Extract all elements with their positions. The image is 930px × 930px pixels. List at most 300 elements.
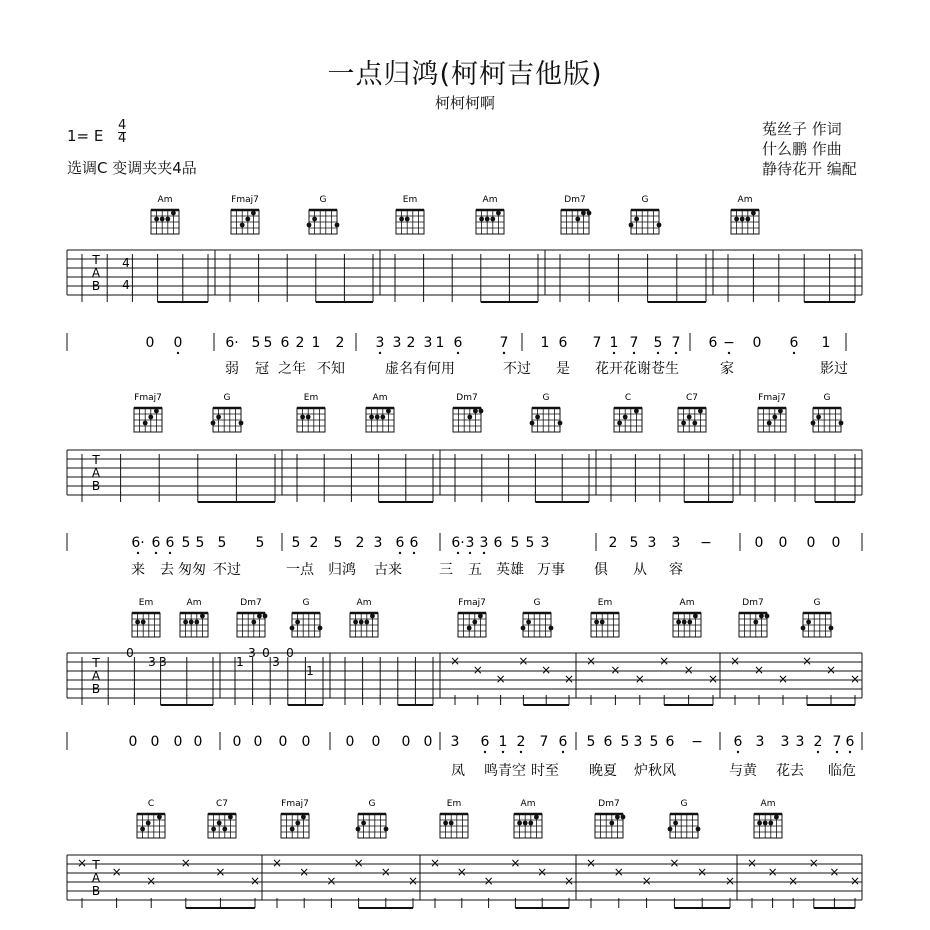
chord-finger-dot-2-1-0 <box>189 620 194 625</box>
chord-name-2-6: G <box>533 598 541 608</box>
jianpu-note-2-6: 0 <box>253 734 263 750</box>
lyric-2-5: 与黄 <box>729 763 757 779</box>
chord-finger-dot-3-2-1 <box>295 821 300 826</box>
lyric-1-5: 归鸿 <box>328 562 356 578</box>
tab-fret-number-6: 3 <box>272 655 280 669</box>
tab-x-mark-3-2-2: × <box>483 874 494 888</box>
jianpu-note-1-11: 2 <box>355 535 365 551</box>
tab-x-mark-3-2-4: × <box>537 865 548 879</box>
jianpu-note-2-22: 5 <box>586 734 596 750</box>
chord-finger-dot-0-0-0 <box>160 217 165 222</box>
chord-finger-dot-0-3-0 <box>399 217 404 222</box>
tab-x-mark-3-1-3: × <box>353 856 364 870</box>
lyric-0-4: 虚名有何用 <box>385 361 455 377</box>
chord-finger-dot-3-8-0 <box>763 821 768 826</box>
tab-x-mark-2-5-3: × <box>801 654 813 668</box>
chord-finger-dot-2-4-0 <box>359 620 364 625</box>
chord-finger-dot-3-2-0 <box>290 827 295 832</box>
tab-x-mark-3-3-1: × <box>613 865 624 879</box>
jianpu-octave-dot-2-30 <box>737 751 739 753</box>
chord-name-3-8: Am <box>760 799 776 809</box>
chord-finger-dot-0-0-1 <box>165 217 170 222</box>
lyric-0-1: 冠 <box>255 361 269 377</box>
jianpu-octave-dot-1-13 <box>399 552 401 554</box>
chord-name-1-8: Fmaj7 <box>758 393 786 403</box>
chord-finger-dot-2-10-0 <box>801 626 806 631</box>
chord-finger-dot-2-3-1 <box>295 620 300 625</box>
chord-finger-dot-2-8-0 <box>682 620 687 625</box>
chord-name-2-4: Am <box>356 598 372 608</box>
chord-finger-dot-3-4-0 <box>443 821 448 826</box>
jianpu-octave-dot-0-1 <box>177 352 179 354</box>
chord-finger-dot-1-7-3 <box>698 409 703 414</box>
jianpu-note-1-2: 6 <box>165 535 175 551</box>
jianpu-note-1-5: 5 <box>217 535 227 551</box>
chord-name-0-2: G <box>319 195 327 205</box>
tab-x-mark-3-4-2: × <box>788 874 799 888</box>
chord-name-1-3: Am <box>372 393 388 403</box>
chord-name-2-2: Dm7 <box>240 598 262 608</box>
tab-time-sig-top: 4 <box>122 256 130 270</box>
tab-letter-3-1: A <box>91 871 101 885</box>
chord-finger-dot-3-2-2 <box>301 815 306 820</box>
lyric-2-6: 花去 <box>776 763 804 779</box>
lyric-1-2: 匆匆 <box>178 562 206 578</box>
jianpu-note-1-27: 3 <box>671 535 681 551</box>
tab-x-mark-3-3-0: × <box>585 856 597 870</box>
chord-finger-dot-3-5-0 <box>523 821 528 826</box>
tab-x-mark-2-4-3: × <box>659 654 670 668</box>
chord-finger-dot-1-5-1 <box>535 415 540 420</box>
jianpu-note-1-33: 0 <box>831 535 841 551</box>
chord-finger-dot-1-8-0 <box>767 421 772 426</box>
jianpu-note-0-13: 2 <box>406 335 416 351</box>
tab-x-mark-3-2-5: × <box>563 874 575 888</box>
jianpu-note-0-30: 6 <box>789 335 799 351</box>
jianpu-octave-dot-0-30 <box>793 352 795 354</box>
chord-finger-dot-1-6-1 <box>623 415 628 420</box>
chord-finger-dot-3-5-2 <box>534 815 539 820</box>
jianpu-note-2-27: 6 <box>665 734 675 750</box>
jianpu-note-1-18: 3 <box>479 535 489 551</box>
jianpu-note-2-10: 0 <box>345 734 355 750</box>
tab-x-mark-3-3-4: × <box>697 865 708 879</box>
chord-finger-dot-1-0-2 <box>154 409 159 414</box>
jianpu-note-1-30: 0 <box>754 535 764 551</box>
chord-finger-dot-3-7-1 <box>673 821 678 826</box>
chord-name-1-4: Dm7 <box>456 393 478 403</box>
jianpu-octave-dot-0-24 <box>657 352 659 354</box>
chord-finger-dot-0-7-3 <box>734 217 739 222</box>
chord-finger-dot-2-6-1 <box>526 620 531 625</box>
lyric-1-3: 不过 <box>213 562 241 578</box>
jianpu-note-0-27: 6 <box>708 335 718 351</box>
composer-credit: 什么鹏 作曲 <box>762 140 842 158</box>
chord-name-3-7: G <box>680 799 688 809</box>
tab-letter-2-1: A <box>91 669 101 683</box>
jianpu-note-0-7: 2 <box>295 335 305 351</box>
jianpu-octave-dot-1-2 <box>169 552 171 554</box>
jianpu-note-2-33: 3 <box>795 734 805 750</box>
jianpu-note-1-25: 5 <box>629 535 639 551</box>
chord-finger-dot-3-5-1 <box>528 821 533 826</box>
jianpu-note-0-28: − <box>723 335 735 351</box>
jianpu-note-2-2: 0 <box>173 734 183 750</box>
chord-finger-dot-1-3-0 <box>375 415 380 420</box>
jianpu-note-0-4: 5 <box>251 335 261 351</box>
chord-name-2-7: Em <box>597 598 613 608</box>
tab-x-mark-2-3-4: × <box>541 663 552 677</box>
jianpu-octave-dot-2-34 <box>817 751 819 753</box>
tab-letter-1-1: A <box>91 466 101 480</box>
chord-finger-dot-0-5-2 <box>587 211 592 216</box>
chord-finger-dot-1-7-0 <box>681 421 686 426</box>
jianpu-note-1-26: 3 <box>647 535 657 551</box>
chord-finger-dot-2-1-3 <box>183 620 188 625</box>
jianpu-note-2-18: 2 <box>516 734 526 750</box>
chord-finger-dot-2-8-1 <box>687 620 692 625</box>
jianpu-note-1-10: 5 <box>333 535 343 551</box>
tab-letter-1-2: B <box>91 479 101 493</box>
tab-x-mark-2-3-3: × <box>518 654 529 668</box>
chord-name-1-9: G <box>823 393 831 403</box>
jianpu-note-1-1: 6 <box>151 535 161 551</box>
tab-x-mark-3-1-4: × <box>380 865 391 879</box>
tab-x-mark-3-2-1: × <box>456 865 467 879</box>
jianpu-note-1-28: − <box>700 535 712 551</box>
tab-x-mark-3-4-1: × <box>767 865 778 879</box>
jianpu-octave-dot-2-36 <box>849 751 851 753</box>
chord-finger-dot-1-5-0 <box>530 421 535 426</box>
jianpu-note-2-8: 0 <box>301 734 311 750</box>
chord-finger-dot-3-6-1 <box>615 815 620 820</box>
song-title: 一点归鸿(柯柯吉他版) <box>327 59 603 90</box>
jianpu-octave-dot-0-25 <box>675 352 677 354</box>
chord-finger-dot-0-3-1 <box>405 217 410 222</box>
lyric-1-4: 一点 <box>286 562 314 578</box>
jianpu-note-2-26: 5 <box>649 734 659 750</box>
chord-finger-dot-3-3-1 <box>361 821 366 826</box>
jianpu-note-0-25: 7 <box>671 335 681 351</box>
chord-finger-dot-3-6-0 <box>609 821 614 826</box>
chord-name-0-6: G <box>641 195 649 205</box>
jianpu-note-0-15: 1 <box>435 335 445 351</box>
jianpu-octave-dot-0-17 <box>503 352 505 354</box>
chord-finger-dot-2-4-2 <box>370 614 375 619</box>
lyric-2-0: 凤 <box>451 763 465 779</box>
tab-x-mark-2-4-2: × <box>634 672 645 686</box>
chord-finger-dot-0-2-1 <box>312 217 317 222</box>
jianpu-note-1-31: 0 <box>778 535 788 551</box>
tab-fret-number-4: 3 <box>248 646 256 660</box>
chord-finger-dot-0-5-1 <box>581 211 586 216</box>
chord-name-3-6: Dm7 <box>598 799 620 809</box>
tab-x-mark-2-5-1: × <box>753 663 765 677</box>
tab-x-mark-2-3-2: × <box>495 672 506 686</box>
jianpu-note-0-8: 1 <box>311 335 321 351</box>
chord-finger-dot-1-4-1 <box>473 409 478 414</box>
jianpu-octave-dot-0-16 <box>457 352 459 354</box>
chord-finger-dot-2-9-0 <box>753 620 758 625</box>
jianpu-note-0-11: 3 <box>375 335 385 351</box>
chord-finger-dot-1-2-0 <box>300 415 305 420</box>
artist-name: 柯柯柯啊 <box>434 94 495 112</box>
jianpu-note-1-20: 5 <box>510 535 520 551</box>
lyric-1-6: 古来 <box>374 562 402 578</box>
chord-name-1-2: Em <box>303 393 319 403</box>
chord-finger-dot-2-10-1 <box>806 620 811 625</box>
jianpu-octave-dot-2-20 <box>562 751 564 753</box>
chord-finger-dot-2-8-3 <box>676 620 681 625</box>
chord-finger-dot-2-7-1 <box>600 620 605 625</box>
chord-finger-dot-2-6-2 <box>549 626 554 631</box>
tab-x-mark-2-4-4: × <box>683 663 694 677</box>
jianpu-note-2-23: 6 <box>603 734 613 750</box>
chord-name-2-1: Am <box>186 598 202 608</box>
jianpu-octave-dot-2-18 <box>520 751 522 753</box>
tab-x-mark-3-1-0: × <box>271 856 283 870</box>
jianpu-note-2-31: 3 <box>755 734 765 750</box>
chord-name-0-1: Fmaj7 <box>231 195 259 205</box>
jianpu-note-0-0: 0 <box>145 335 155 351</box>
tab-x-mark-3-1-2: × <box>326 874 337 888</box>
chord-finger-dot-2-4-1 <box>364 620 369 625</box>
chord-finger-dot-2-0-0 <box>135 620 140 625</box>
tab-x-mark-2-5-0: × <box>729 654 741 668</box>
tab-x-mark-2-5-5: × <box>849 672 861 686</box>
jianpu-note-2-5: 0 <box>232 734 242 750</box>
jianpu-note-0-19: 1 <box>540 335 550 351</box>
jianpu-note-2-36: 6 <box>845 734 855 750</box>
jianpu-octave-dot-1-18 <box>483 552 485 554</box>
tab-letter-0-2: B <box>91 279 101 293</box>
chord-finger-dot-1-8-2 <box>778 409 783 414</box>
chord-finger-dot-1-6-2 <box>634 409 639 414</box>
time-sig-top: 4 <box>118 118 127 133</box>
jianpu-note-1-12: 3 <box>373 535 383 551</box>
chord-finger-dot-3-7-2 <box>696 827 701 832</box>
lyric-1-0: 来 <box>131 562 145 578</box>
jianpu-note-2-11: 0 <box>371 734 381 750</box>
jianpu-note-2-20: 6 <box>558 734 568 750</box>
jianpu-note-2-12: 0 <box>401 734 411 750</box>
lyric-2-4: 炉秋风 <box>634 763 676 779</box>
tab-x-mark-3-3-5: × <box>724 874 736 888</box>
chord-name-3-3: G <box>368 799 376 809</box>
tab-x-mark-2-3-0: × <box>449 654 461 668</box>
chord-finger-dot-3-5-3 <box>517 821 522 826</box>
jianpu-octave-dot-1-17 <box>469 552 471 554</box>
chord-finger-dot-0-6-2 <box>657 223 662 228</box>
jianpu-note-1-21: 5 <box>525 535 535 551</box>
chord-finger-dot-2-2-1 <box>257 614 262 619</box>
chord-finger-dot-0-2-2 <box>335 223 340 228</box>
jianpu-note-0-9: 2 <box>335 335 345 351</box>
lyric-1-10: 万事 <box>537 562 565 578</box>
jianpu-octave-dot-0-28 <box>728 352 730 354</box>
chord-finger-dot-0-1-0 <box>240 223 245 228</box>
tab-fret-number-2: 3 <box>159 655 167 669</box>
tab-x-mark-3-1-1: × <box>299 865 310 879</box>
jianpu-note-0-12: 3 <box>392 335 402 351</box>
jianpu-note-1-16: 6· <box>451 535 465 551</box>
chord-finger-dot-1-0-0 <box>143 421 148 426</box>
chord-finger-dot-0-5-0 <box>575 217 580 222</box>
chord-name-2-8: Am <box>679 598 695 608</box>
chord-name-1-1: G <box>223 393 231 403</box>
chord-name-3-4: Em <box>446 799 462 809</box>
jianpu-note-0-1: 0 <box>173 335 183 351</box>
chord-finger-dot-3-7-0 <box>668 827 673 832</box>
jianpu-note-0-21: 7 <box>592 335 602 351</box>
chord-name-1-5: G <box>542 393 550 403</box>
chord-name-1-7: C7 <box>685 393 699 403</box>
jianpu-note-1-24: 2 <box>608 535 618 551</box>
jianpu-note-2-30: 6 <box>733 734 743 750</box>
chord-finger-dot-1-3-2 <box>386 409 391 414</box>
chord-finger-dot-2-8-2 <box>693 614 698 619</box>
chord-finger-dot-2-0-1 <box>141 620 146 625</box>
tab-x-mark-3-3-2: × <box>641 874 652 888</box>
tab-x-mark-3-0-4: × <box>215 865 226 879</box>
tab-x-mark-3-0-3: × <box>180 856 191 870</box>
jianpu-note-1-9: 2 <box>309 535 319 551</box>
chord-finger-dot-0-0-3 <box>154 217 159 222</box>
chord-finger-dot-0-6-0 <box>629 223 634 228</box>
tab-x-mark-3-3-3: × <box>669 856 680 870</box>
jianpu-note-0-29: 0 <box>752 335 762 351</box>
chord-name-0-0: Am <box>157 195 173 205</box>
key-signature: 1= E <box>67 127 104 145</box>
arranger-credit: 静待花开 编配 <box>762 160 857 178</box>
chord-finger-dot-1-7-2 <box>692 421 697 426</box>
chord-finger-dot-3-1-3 <box>228 815 233 820</box>
jianpu-note-1-14: 6 <box>409 535 419 551</box>
tab-letter-2-2: B <box>91 682 101 696</box>
lyric-1-8: 五 <box>468 562 482 578</box>
chord-finger-dot-2-9-2 <box>765 614 770 619</box>
jianpu-note-1-32: 0 <box>806 535 816 551</box>
tab-letter-1-0: T <box>92 453 100 467</box>
chord-finger-dot-0-7-1 <box>745 217 750 222</box>
tab-x-mark-3-4-5: × <box>849 874 861 888</box>
jianpu-note-0-5: 5 <box>263 335 273 351</box>
chord-name-2-0: Em <box>138 598 154 608</box>
chord-name-0-7: Am <box>737 195 753 205</box>
tab-x-mark-3-1-5: × <box>407 874 419 888</box>
tab-x-mark-3-0-2: × <box>146 874 157 888</box>
tab-time-sig-bottom: 4 <box>122 278 130 292</box>
chord-name-0-4: Am <box>482 195 498 205</box>
jianpu-note-1-17: 3 <box>465 535 475 551</box>
jianpu-octave-dot-0-11 <box>379 352 381 354</box>
jianpu-note-2-3: 0 <box>193 734 203 750</box>
chord-finger-dot-1-3-1 <box>380 415 385 420</box>
chord-finger-dot-0-6-1 <box>634 217 639 222</box>
chord-finger-dot-2-2-0 <box>251 620 256 625</box>
tab-x-mark-3-2-3: × <box>510 856 521 870</box>
jianpu-note-2-15: 3 <box>450 734 460 750</box>
chord-finger-dot-1-5-2 <box>558 421 563 426</box>
tab-letter-3-2: B <box>91 884 101 898</box>
chord-finger-dot-1-4-0 <box>467 415 472 420</box>
capo-note: 选调C 变调夹夹4品 <box>67 159 197 177</box>
tab-x-mark-3-4-4: × <box>829 865 840 879</box>
jianpu-note-1-19: 6 <box>493 535 503 551</box>
chord-finger-dot-1-1-2 <box>239 421 244 426</box>
lyric-1-7: 三 <box>439 562 453 578</box>
chord-finger-dot-1-1-0 <box>211 421 216 426</box>
jianpu-note-0-14: 3 <box>423 335 433 351</box>
lyric-1-13: 容 <box>669 562 683 578</box>
jianpu-note-1-0: 6· <box>131 535 145 551</box>
lyric-2-1: 鸣青空 <box>484 763 526 779</box>
chord-finger-dot-3-8-1 <box>768 821 773 826</box>
tab-x-mark-2-3-1: × <box>472 663 483 677</box>
chord-finger-dot-0-1-1 <box>245 217 250 222</box>
chord-finger-dot-2-5-1 <box>472 620 477 625</box>
time-sig-bottom: 4 <box>118 131 127 146</box>
chord-finger-dot-3-1-0 <box>211 827 216 832</box>
chord-name-3-2: Fmaj7 <box>281 799 309 809</box>
chord-finger-dot-1-7-1 <box>687 415 692 420</box>
lyric-0-6: 是 <box>556 361 570 377</box>
chord-name-2-5: Fmaj7 <box>458 598 486 608</box>
jianpu-note-2-24: 5 <box>620 734 630 750</box>
chord-name-1-0: Fmaj7 <box>134 393 162 403</box>
chord-finger-dot-1-8-1 <box>772 415 777 420</box>
chord-name-2-10: G <box>813 598 821 608</box>
chord-finger-dot-3-4-1 <box>449 821 454 826</box>
chord-finger-dot-3-1-1 <box>217 821 222 826</box>
tab-letter-3-0: T <box>92 858 100 872</box>
tab-x-mark-2-5-4: × <box>825 663 837 677</box>
lyricist-credit: 菟丝子 作词 <box>762 120 842 138</box>
tab-letter-0-1: A <box>91 266 101 280</box>
lyric-0-5: 不过 <box>503 361 531 377</box>
jianpu-octave-dot-1-16 <box>457 552 459 554</box>
tab-letter-0-0: T <box>92 253 100 267</box>
chord-finger-dot-0-4-1 <box>490 217 495 222</box>
chord-finger-dot-3-0-1 <box>146 821 151 826</box>
chord-finger-dot-1-3-3 <box>369 415 374 420</box>
lyric-0-2: 之年 <box>278 361 306 377</box>
tab-x-mark-3-0-1: × <box>111 865 122 879</box>
chord-name-2-9: Dm7 <box>742 598 764 608</box>
chord-finger-dot-3-6-2 <box>621 815 626 820</box>
jianpu-note-2-13: 0 <box>423 734 433 750</box>
jianpu-note-2-1: 0 <box>150 734 160 750</box>
tab-x-mark-3-2-0: × <box>429 856 441 870</box>
jianpu-note-1-8: 5 <box>291 535 301 551</box>
lyric-0-3: 不知 <box>317 361 345 377</box>
lyric-2-3: 晚夏 <box>589 763 617 779</box>
tab-fret-number-0: 0 <box>126 646 134 660</box>
jianpu-octave-dot-1-14 <box>413 552 415 554</box>
chord-finger-dot-3-0-2 <box>157 815 162 820</box>
jianpu-note-2-32: 3 <box>780 734 790 750</box>
lyric-0-8: 家 <box>720 361 734 377</box>
jianpu-note-0-20: 6 <box>558 335 568 351</box>
jianpu-note-1-3: 5 <box>181 535 191 551</box>
jianpu-note-2-16: 6 <box>480 734 490 750</box>
tab-x-mark-3-4-3: × <box>808 856 819 870</box>
chord-finger-dot-2-3-2 <box>318 626 323 631</box>
lyric-1-9: 英雄 <box>496 562 524 578</box>
chord-finger-dot-1-9-2 <box>839 421 844 426</box>
chord-name-3-0: C <box>147 799 155 809</box>
chord-name-0-5: Dm7 <box>564 195 586 205</box>
